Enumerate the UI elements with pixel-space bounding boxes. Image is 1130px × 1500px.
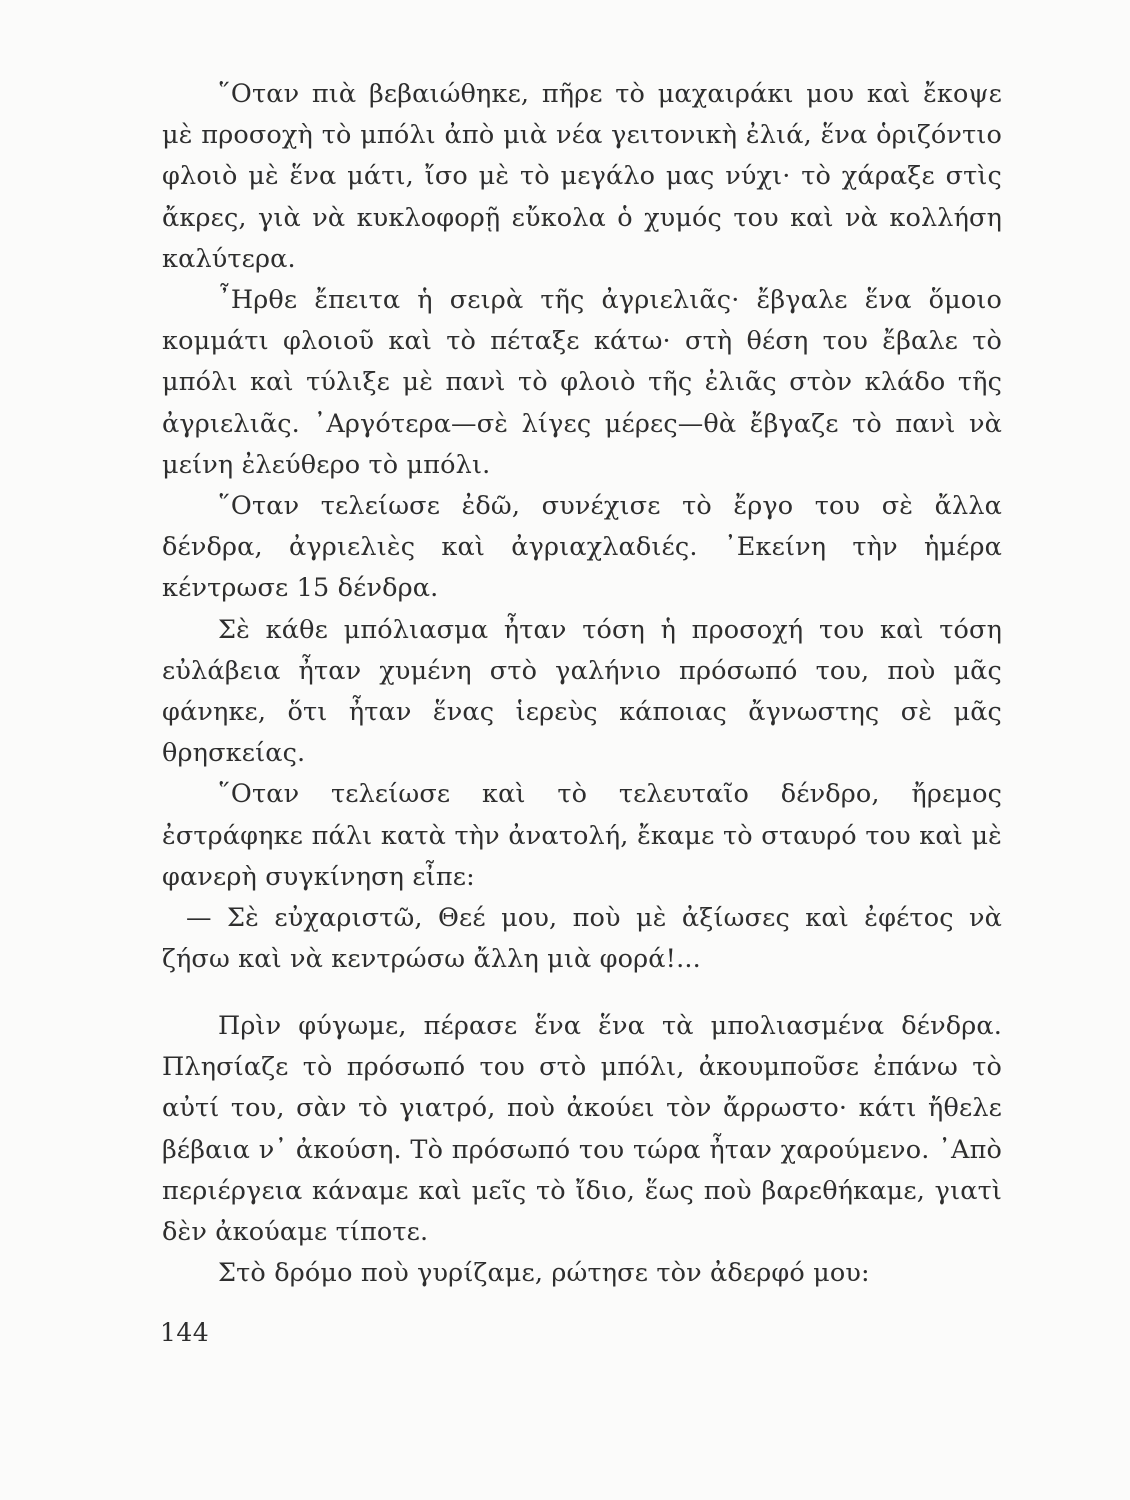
paragraph-last-tree: ῞Οταν τελείωσε καὶ τὸ τελευταῖο δένδρο, ἤρεμος ἐστράφηκε πάλι κατὰ τὴν ἀνατολή, ἔκαμε τὸ σταυρό του καὶ μὲ φανερὴ συγκίνηση εἶπε: xyxy=(162,779,1002,892)
text-section-top xyxy=(162,74,1002,980)
paragraph-wild-olive: ῏Ηρθε ἔπειτα ἡ σειρὰ τῆς ἀγριελιᾶς· ἔβγαλε ἕνα ὅμοιο κομμάτι φλοιοῦ καὶ τὸ πέταξε κάτω· στὴ θέση του ἔβαλε τὸ μπόλι καὶ τύλιξε μὲ πανὶ τὸ φλοιὸ τῆς ἐλιᾶς στὸν κλάδο τῆς ἀγριελιᾶς. ᾿Αργότερα—σὲ λίγες μέρες—θὰ ἔβγαζε τὸ πανὶ νὰ μείνη ἐλεύθερο τὸ μπόλι. xyxy=(162,285,1002,480)
paragraph-listening-trees: Πρὶν φύγωμε, πέρασε ἕνα ἕνα τὰ μπολιασμένα δένδρα. Πλησίαζε τὸ πρόσωπό του στὸ μπόλι, ἀκουμποῦσε ἐπάνω τὸ αὐτί του, σὰν τὸ γιατρό, ποὺ ἀκούει τὸν ἄρρωστο· κάτι ἤθελε βέβαια ν᾿ ἀκούση. Τὸ πρόσωπό του τώρα ἦταν χαρούμενο. ᾿Απὸ περιέργεια κάναμε καὶ μεῖς τὸ ἴδιο, ἕως ποὺ βαρεθήκαμε, γιατὶ δὲν ἀκούαμε τίποτε. xyxy=(162,1011,1002,1248)
paragraph-grafting-olive: ῞Οταν πιὰ βεβαιώθηκε, πῆρε τὸ μαχαιράκι μου καὶ ἔκοψε μὲ προσοχὴ τὸ μπόλι ἀπὸ μιὰ νέα γειτονικὴ ἐλιά, ἕνα ὁριζόντιο φλοιὸ μὲ ἕνα μάτι, ἴσο μὲ τὸ μεγάλο μας νύχι· τὸ χάραξε στὶς ἄκρες, γιὰ νὰ κυκλοφορῇ εὔκολα ὁ χυμός του καὶ νὰ κολλήση καλύτερα. xyxy=(162,79,1002,274)
paragraph-reverence: Σὲ κάθε μπόλιασμα ἦταν τόση ἡ προσοχή του καὶ τόση εὐλάβεια ἦταν χυμένη στὸ γαλήνιο πρόσωπό του, ποὺ μᾶς φάνηκε, ὅτι ἦταν ἕνας ἱερεὺς κάποιας ἄγνωστης σὲ μᾶς θρησκείας. xyxy=(162,614,1002,769)
text-section-bottom xyxy=(162,1006,1002,1294)
page-number: 144 xyxy=(160,1318,210,1347)
paragraph-prayer-dialogue: — Σὲ εὐχαριστῶ, Θεέ μου, ποὺ μὲ ἀξίωσες καὶ ἐφέτος νὰ ζήσω καὶ νὰ κεντρώσω ἄλλη μιὰ φορά!... xyxy=(162,903,1002,975)
paragraph-fifteen-trees: ῞Οταν τελείωσε ἐδῶ, συνέχισε τὸ ἔργο του σὲ ἄλλα δένδρα, ἀγριελιὲς καὶ ἀγριαχλαδιές. ᾿Εκείνη τὴν ἡμέρα κέντρωσε 15 δένδρα. xyxy=(162,491,1002,604)
paragraph-road-home: Στὸ δρόμο ποὺ γυρίζαμε, ρώτησε τὸν ἀδερφό μου: xyxy=(218,1258,870,1289)
